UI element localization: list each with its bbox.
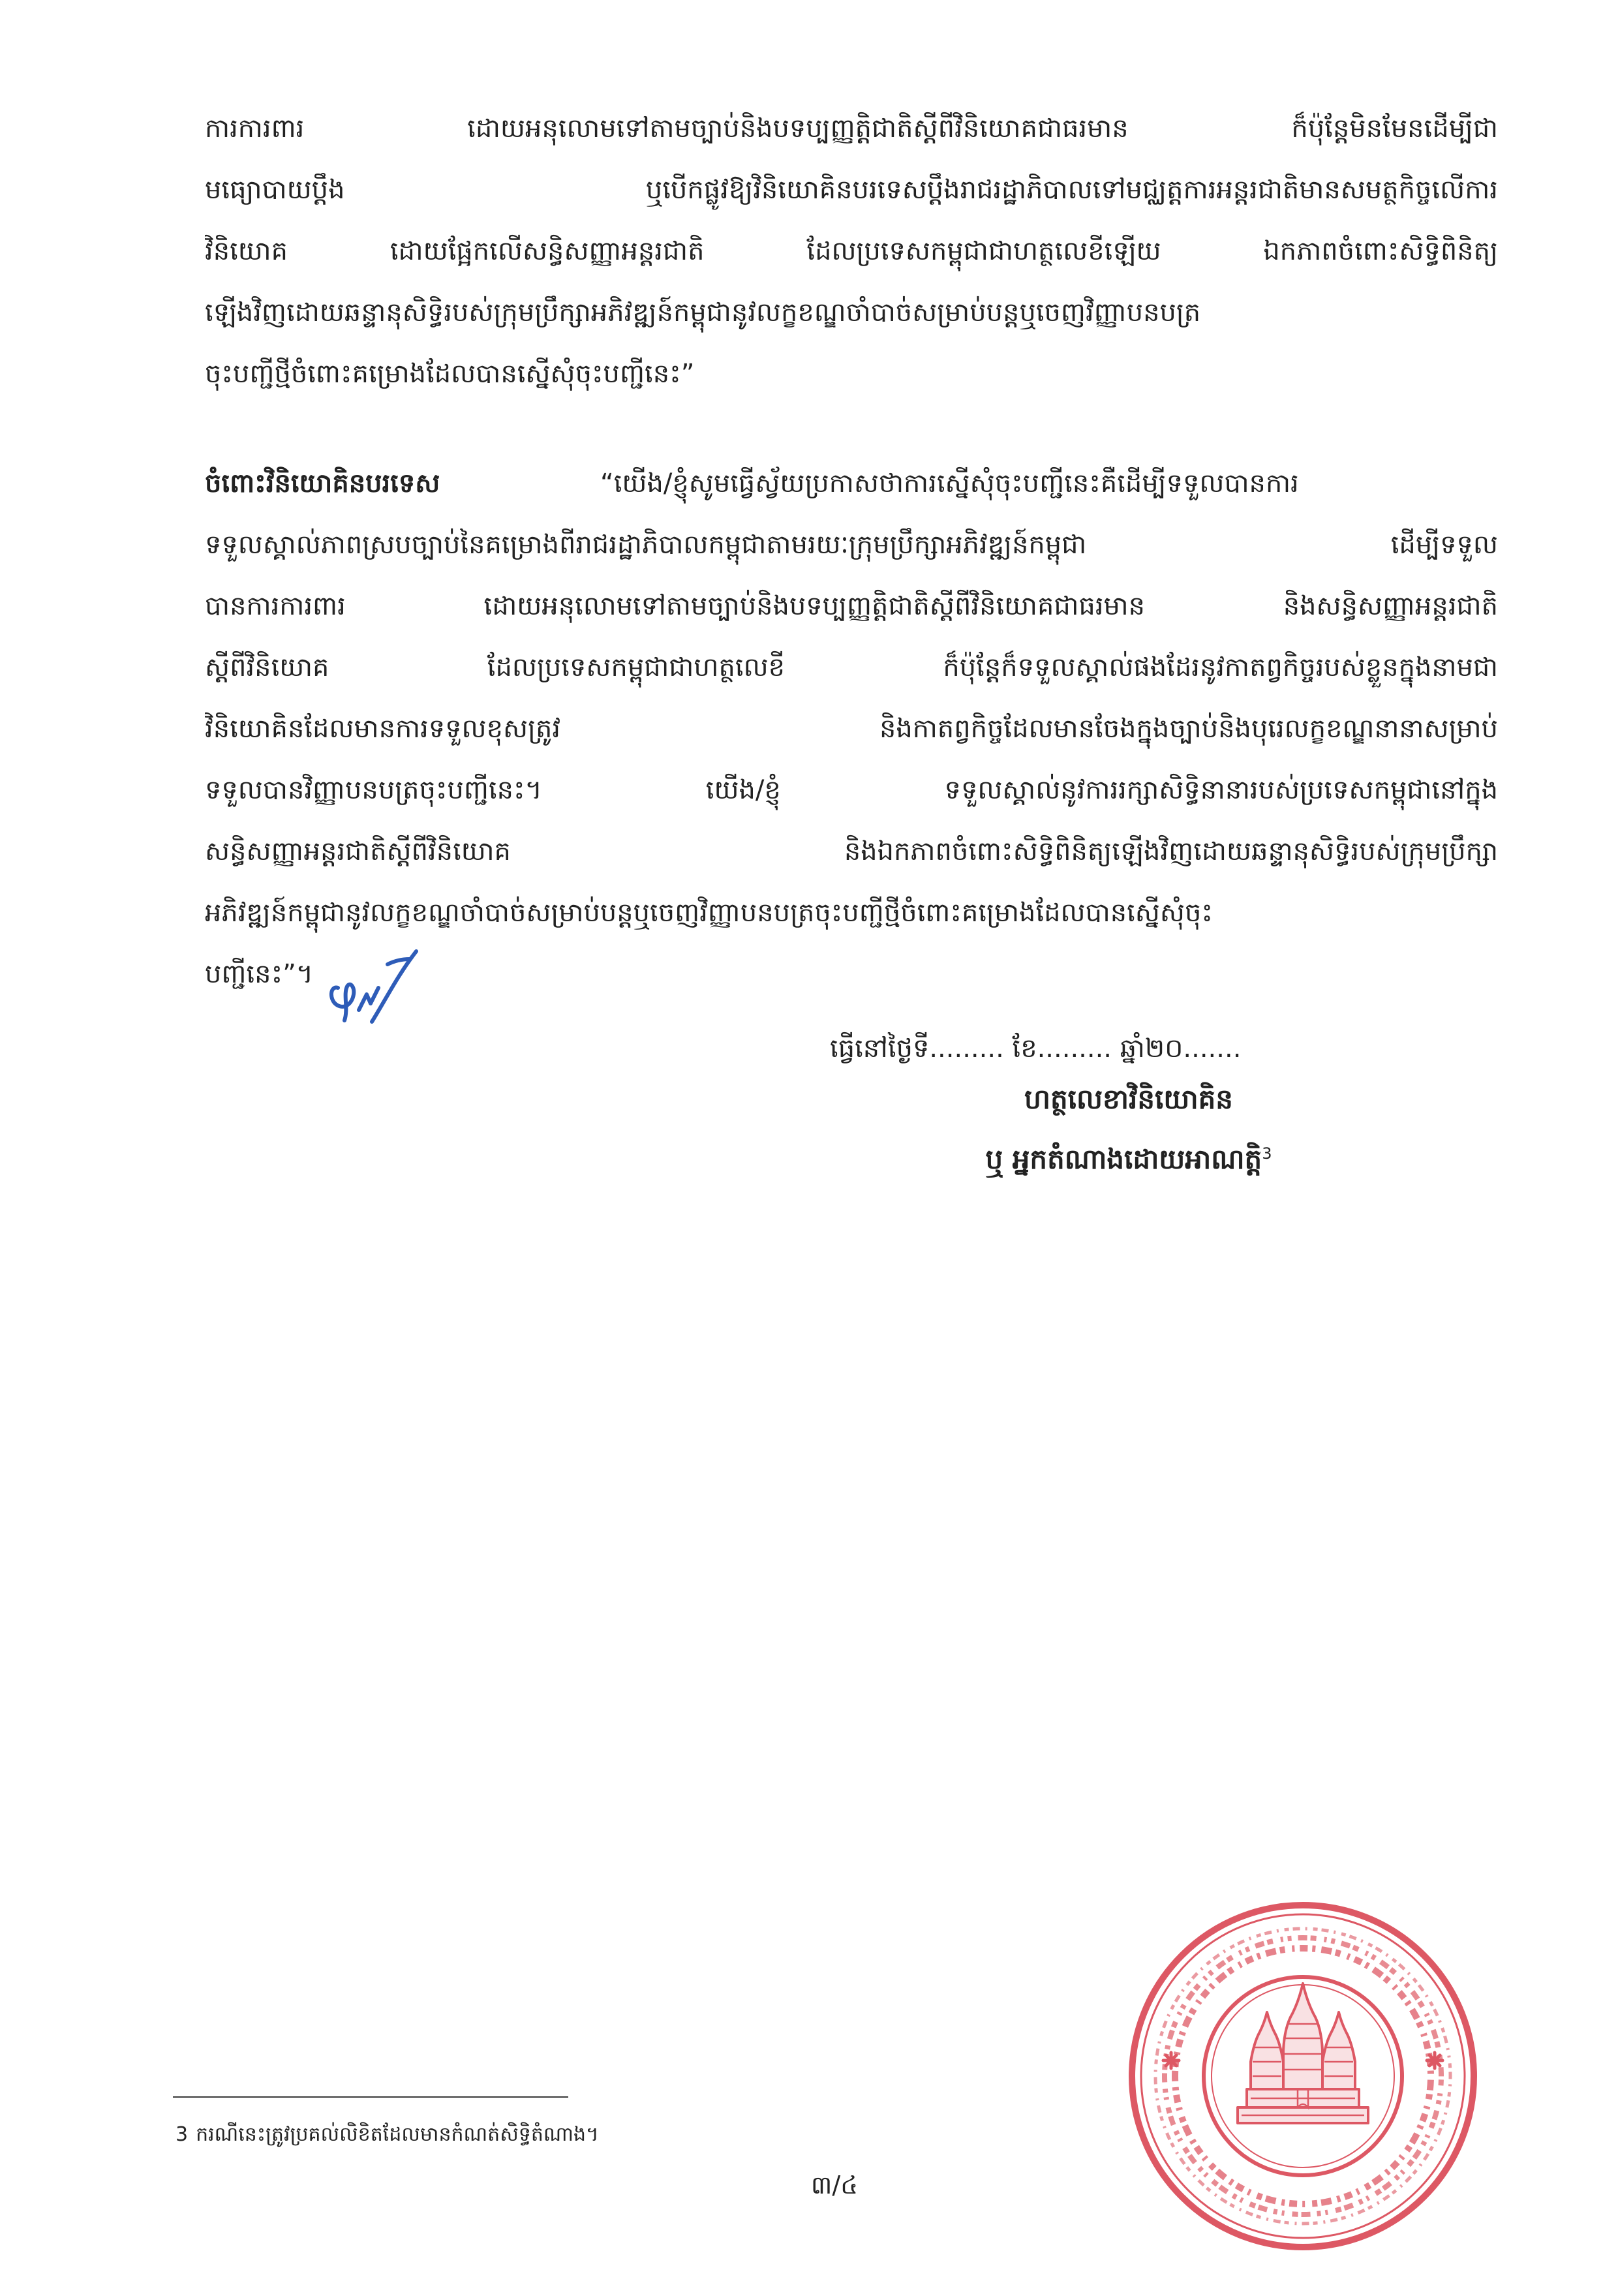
paragraph-line: មធ្យោបាយប្តឹង ឬបើកផ្លូវឱ្យវិនិយោគិនបរទេសប្តឹងរាជរដ្ឋាភិបាលទៅមជ្ឈត្តការអន្តរជាតិមានសមត្ថកិច្ចលើការ <box>205 175 1498 205</box>
paragraph-continuation <box>205 98 1498 405</box>
angkor-temple-seal-icon <box>1120 1893 1486 2259</box>
paragraph-line: ទទួលស្គាល់ភាពស្របច្បាប់នៃគម្រោងពីរាជរដ្ឋាភិបាលកម្ពុជាតាមរយៈក្រុមប្រឹក្សាអភិវឌ្ឍន៍កម្ពុជា ដើម្បីទទួល <box>205 530 1498 560</box>
paragraph-line: វិនិយោគ ដោយផ្អែកលើសន្ធិសញ្ញាអន្តរជាតិ ដែលប្រទេសកម្ពុជាជាហត្ថលេខីឡើយ ឯកភាពចំពោះសិទ្ធិពិនិត្យ <box>205 236 1498 266</box>
signature-alternate <box>868 1130 1390 1189</box>
page-number: ៣/៤ <box>810 2171 859 2199</box>
declaration-first-row <box>205 453 1498 514</box>
paragraph-line: សន្ធិសញ្ញាអន្តរជាតិស្តីពីវិនិយោគ និងឯកភាពចំពោះសិទ្ធិពិនិត្យឡើងវិញដោយឆន្ទានុសិទ្ធិរបស់ក្រុមប្រឹក្សា <box>205 836 1498 866</box>
signature-alternate-label: ឬ អ្នកតំណាងដោយអាណត្តិ <box>985 1143 1262 1175</box>
paragraph-line: បានការការពារ ដោយអនុលោមទៅតាមច្បាប់និងបទប្បញ្ញត្តិជាតិស្តីពីវិនិយោគជាធរមាន និងសន្ធិសញ្ញាអន្តរជាតិ <box>205 591 1498 621</box>
paragraph-line: “យើង/ខ្ញុំសូមធ្វើស្វ័យប្រកាសថាការស្នើសុំចុះបញ្ជីនេះគឺដើម្បីទទួលបានការ <box>600 468 1299 498</box>
signature-title: ហត្ថលេខាវិនិយោគិន <box>1024 1083 1233 1115</box>
footnote-reference: 3 <box>1262 1144 1272 1163</box>
footnote-divider <box>173 2096 568 2098</box>
footnote-text: ករណីនេះត្រូវប្រគល់លិខិតដែលមានកំណត់សិទ្ធិតំណាង។ <box>196 2123 599 2146</box>
paragraph-line: ទទួលបានវិញ្ញាបនបត្រចុះបញ្ជីនេះ។ យើង/ខ្ញុំ ទទួលស្គាល់នូវការរក្សាសិទ្ធិនានារបស់ប្រទេសកម្ពុជានៅក្នុង <box>205 775 1498 805</box>
paragraph-line: ចុះបញ្ជីថ្មីចំពោះគម្រោងដែលបានស្នើសុំចុះបញ្ជីនេះ” <box>205 359 695 389</box>
paragraph-line: ស្តីពីវិនិយោគ ដែលប្រទេសកម្ពុជាជាហត្ថលេខី ក៏ប៉ុន្តែក៏ទទួលស្គាល់ផងដែរនូវកាតព្វកិច្ចរបស់ខ្លួនក្នុងនាមជា <box>205 652 1498 682</box>
paragraph-line: អភិវឌ្ឍន៍កម្ពុជានូវលក្ខខណ្ឌចាំបាច់សម្រាប់បន្តឬចេញវិញ្ញាបនបត្រចុះបញ្ជីថ្មីចំពោះគម្រោងដែលបានស្នើសុំចុះ <box>205 898 1213 928</box>
footnote <box>176 2119 1024 2151</box>
date-line: ធ្វើនៅថ្ងៃទី......... ខែ......... ឆ្នាំ២០....... <box>830 1033 1242 1064</box>
declaration-heading: ចំពោះវិនិយោគិនបរទេស <box>205 468 440 498</box>
paragraph-line: ឡើងវិញដោយឆន្ទានុសិទ្ធិរបស់ក្រុមប្រឹក្សាអភិវឌ្ឍន៍កម្ពុជានូវលក្ខខណ្ឌចាំបាច់សម្រាប់បន្តឬចេញវិញ្ញាបនបត្រ <box>205 298 1201 328</box>
paragraph-line: វិនិយោគិនដែលមានការទទួលខុសត្រូវ និងកាតព្វកិច្ចដែលមានចែងក្នុងច្បាប់និងបុរេលក្ខខណ្ឌនានាសម្រាប់ <box>205 714 1498 744</box>
foreign-investor-declaration <box>205 453 1498 1005</box>
footnote-number: 3 <box>176 2123 189 2146</box>
handwritten-initials-icon <box>324 945 421 1026</box>
paragraph-line: បញ្ជីនេះ”។ <box>205 959 314 989</box>
paragraph-line: ការការពារ ដោយអនុលោមទៅតាមច្បាប់និងបទប្បញ្ញត្តិជាតិស្តីពីវិនិយោគជាធរមាន ក៏ប៉ុន្តែមិនមែនដើម្បីជា <box>205 114 1498 144</box>
